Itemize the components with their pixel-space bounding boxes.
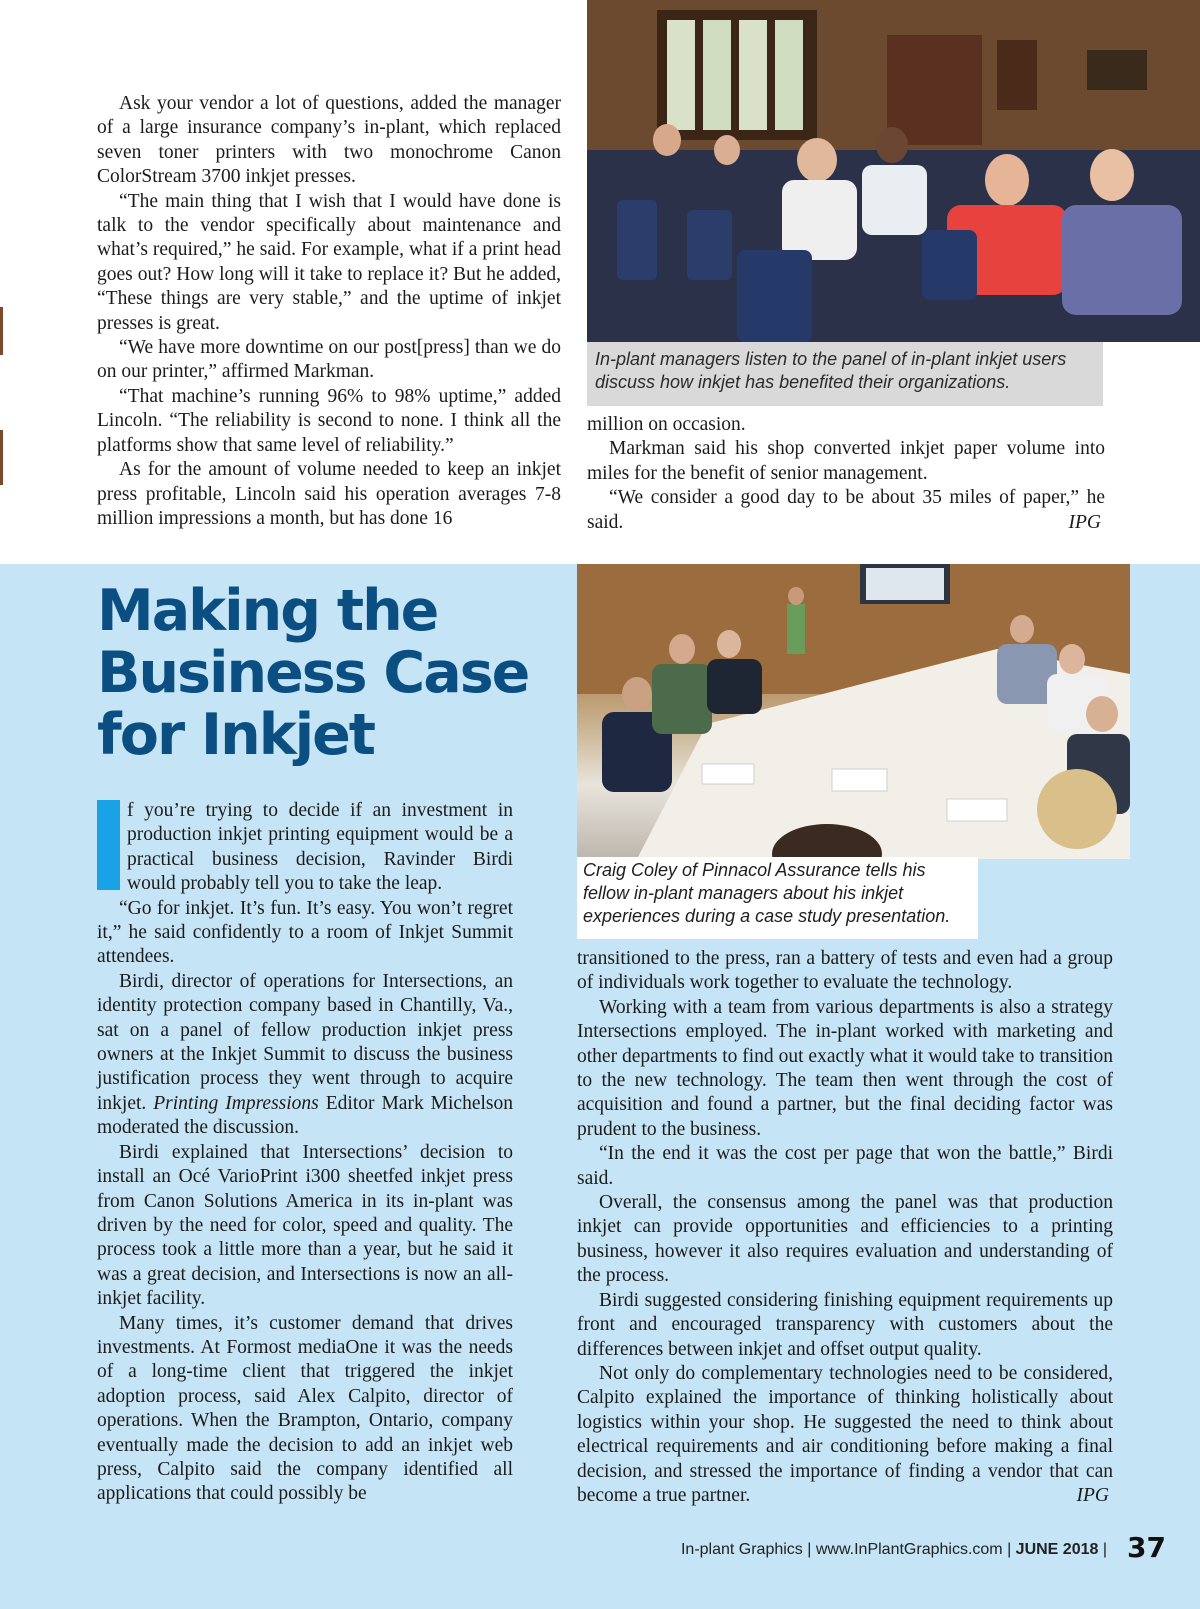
paragraph: Birdi suggested considering finishing equipment requirements up front and encouraged transparency with customers about the differences between inkjet and offset output quality. [577,1289,1113,1360]
paragraph-text: Birdi, director of operations for Intersections, an identity protection company based in Chantilly, Va., sat on a panel of fellow production inkjet press owners at the Inkjet Summit to discuss the business justification process they went through to acquire inkjet. [97,970,513,1114]
signature: IPG [1076,1484,1109,1506]
page-number: 37 [1127,1531,1166,1564]
paragraph-text: Not only do complementary technologies need to be considered, Calpito explained the importance of thinking holistically about logistics within your shop. He suggested the need to think about electrical requirements and air conditioning before making a final decision, and stressed the importance of finding a vendor that can become a true partner. [577,1362,1113,1506]
footer-separator: | [1102,1541,1107,1558]
bottom-photo-caption: Craig Coley of Pinnacol Assurance tells his fellow in-plant managers about his inkjet experiences during a case study presentation. [577,857,978,939]
paragraph: Birdi explained that Intersections’ decision to install an Océ VarioPrint i300 sheetfed inkjet press from Canon Solutions America in its in-plant was driven by the need for color, speed and quality. The process took a little more than a year, but he said it was a great decision, and Intersections is now an all-inkjet facility. [97,1141,513,1310]
top-photo-caption: In-plant managers listen to the panel of in-plant inkjet users discuss how inkjet has benefited their organizations. [587,342,1103,406]
paragraph: transitioned to the press, ran a battery of tests and even had a group of individuals work together to evaluate the technology. [577,948,1113,994]
footer-website: www.InPlantGraphics.com [815,1541,1003,1558]
article-left-column [97,799,513,1507]
top-right-column [587,413,1105,535]
conference-table-photo [577,564,1130,859]
footer-separator: | [807,1541,816,1558]
paragraph [577,1362,1113,1508]
article-right-column [577,947,1113,1508]
paragraph: “That machine’s running 96% to 98% uptime,” added Lincoln. “The reliability is second to none. I think all the platforms show that same level of reliability.” [97,385,561,456]
page-footer [681,1541,1107,1559]
top-left-column [97,92,561,531]
conference-illustration [577,564,1130,859]
footer-issue: JUNE 2018 [1015,1541,1099,1558]
page-edge-mark [0,307,3,355]
article-headline: Making the Business Case for Inkjet [97,578,529,768]
paragraph-text: “We consider a good day to be about 35 miles of paper,” he said. [587,487,1105,533]
page-edge-mark [0,430,3,485]
paragraph: Working with a team from various departments is also a strategy Intersections employed. The in-plant worked with marketing and other departments to find out exactly what it would take to transition to the new technology. The team then went through the cost of acquisition and found a partner, but the final deciding factor was prudent to the business. [577,996,1113,1140]
paragraph: million on occasion. [587,414,746,435]
paragraph: “In the end it was the cost per page that won the battle,” Birdi said. [577,1143,1113,1189]
paragraph: “We have more downtime on our post[press] than we do on our printer,” affirmed Markman. [97,337,561,383]
paragraph: Overall, the consensus among the panel was that production inkjet can provide opportunities and efficiencies to a printing business, however it also requires evaluation and understanding of the process. [577,1192,1113,1287]
paragraph: As for the amount of volume needed to keep an inkjet press profitable, Lincoln said his operation averages 7-8 million impressions a month, but has done 16 [97,459,561,529]
paragraph: Many times, it’s customer demand that drives investments. At Formost mediaOne it was the needs of a long-time client that triggered the inkjet adoption process, said Alex Calpito, director of operations. When the Brampton, Ontario, company eventually made the decision to add an inkjet web press, Calpito said the company identified all applications that could possibly be [97,1312,513,1505]
footer-publication: In-plant Graphics [680,1541,803,1558]
paragraph: “Go for inkjet. It’s fun. It’s easy. You won’t regret it,” he said confidently to a room of Inkjet Summit attendees. [97,897,513,968]
paragraph: Markman said his shop converted inkjet paper volume into miles for the benefit of senior management. [587,438,1105,484]
footer-separator: | [1007,1541,1016,1558]
seminar-audience-photo [587,0,1200,342]
paragraph-text: Editor Mark Michelson moderated the discussion. [97,1092,513,1139]
signature: IPG [1068,511,1101,533]
audience-illustration [587,0,1200,342]
paragraph: “The main thing that I wish that I would have done is talk to the vendor specifically about maintenance and what’s required,” he said. For example, what if a print head goes out? How long will it take to replace it? But he added, “These things are very stable,” and the uptime of inkjet presses is great. [97,190,561,334]
paragraph: Ask your vendor a lot of questions, added the manager of a large insurance company’s in-plant, which replaced seven toner printers with two monochrome Canon ColorStream 3700 inkjet presses. [97,93,561,188]
paragraph [587,486,1105,535]
lead-paragraph [97,799,513,897]
paragraph [97,970,513,1141]
publication-name: Printing Impressions [153,1092,319,1114]
lead-text: f you’re trying to decide if an investment in production inkjet printing equipment would be a practical business decision, Ravinder Birdi would probably tell you to take the leap. [127,800,513,895]
